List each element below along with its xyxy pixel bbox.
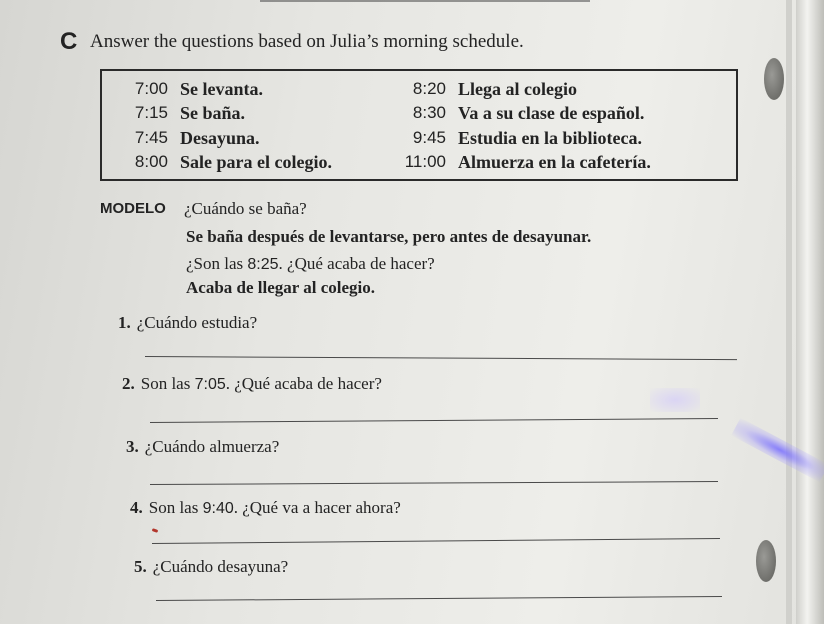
top-rule	[260, 0, 590, 2]
schedule-time: 8:20	[412, 79, 446, 98]
answer-line-4[interactable]	[152, 538, 720, 544]
schedule-entry	[398, 128, 642, 149]
modelo-label: MODELO	[100, 200, 166, 217]
binder-edge	[796, 0, 824, 624]
schedule-entry	[398, 103, 644, 124]
question-3	[126, 437, 279, 457]
schedule-time: 11:00	[404, 152, 446, 171]
page-stack-edge	[786, 0, 792, 624]
schedule-entry	[398, 79, 577, 100]
question-number: 5.	[134, 557, 147, 576]
schedule-activity: Desayuna.	[180, 128, 260, 148]
schedule-activity: Estudia en la biblioteca.	[458, 128, 643, 148]
schedule-time: 8:00	[134, 152, 168, 171]
schedule-activity: Llega al colegio	[458, 79, 577, 99]
question-text: Son las	[140, 374, 195, 393]
question-text: ¿Son las	[186, 254, 248, 273]
schedule-time: 7:45	[134, 128, 168, 147]
schedule-time: 8:30	[412, 103, 446, 122]
schedule-entry	[102, 128, 260, 149]
light-reflection	[650, 388, 700, 412]
answer-line-2[interactable]	[150, 418, 718, 423]
modelo-question-2	[186, 254, 435, 274]
question-2	[122, 374, 382, 394]
punch-hole-bottom	[756, 540, 776, 582]
schedule-activity: Se levanta.	[180, 79, 263, 99]
question-number: 1.	[118, 313, 131, 332]
schedule-activity: Se baña.	[180, 103, 246, 123]
schedule-entry	[102, 152, 332, 173]
punch-hole-top	[764, 58, 784, 100]
pen-mark	[152, 528, 159, 533]
instruction-text: Answer the questions based on Julia’s morning schedule.	[90, 31, 524, 52]
schedule-entry	[102, 103, 245, 124]
question-text: ¿Cuándo estudia?	[136, 313, 258, 332]
question-text: . ¿Qué va a hacer ahora?	[233, 498, 401, 517]
question-5	[134, 557, 288, 577]
modelo-answer-1: Se baña después de levantarse, pero antes de desayunar.	[186, 227, 592, 246]
schedule-activity: Va a su clase de español.	[458, 103, 645, 123]
modelo-question-1: ¿Cuándo se baña?	[184, 199, 307, 218]
question-time: 9:40	[202, 500, 234, 517]
question-time: 8:25	[247, 256, 279, 273]
question-text: ¿Cuándo almuerza?	[144, 437, 280, 456]
schedule-entry	[102, 79, 263, 100]
section-letter: C	[60, 28, 78, 55]
question-number: 3.	[126, 437, 139, 456]
schedule-entry	[398, 152, 651, 173]
schedule-activity: Almuerza en la cafetería.	[458, 152, 651, 172]
question-text: ¿Cuándo desayuna?	[152, 557, 289, 576]
question-text: . ¿Qué acaba de hacer?	[278, 254, 435, 273]
schedule-time: 7:15	[134, 103, 168, 122]
modelo-answer-2: Acaba de llegar al colegio.	[186, 278, 376, 297]
schedule-box	[100, 69, 738, 181]
question-text: Son las	[148, 498, 203, 517]
question-1	[118, 313, 257, 333]
schedule-time: 7:00	[134, 79, 168, 98]
question-4	[130, 498, 401, 518]
answer-line-1[interactable]	[145, 356, 737, 360]
answer-line-5[interactable]	[156, 596, 722, 601]
schedule-activity: Sale para el colegio.	[180, 152, 332, 172]
question-time: 7:05	[194, 376, 226, 393]
question-text: . ¿Qué acaba de hacer?	[225, 374, 382, 393]
question-number: 4.	[130, 498, 143, 517]
answer-line-3[interactable]	[150, 481, 718, 485]
schedule-time: 9:45	[412, 128, 446, 147]
question-number: 2.	[122, 374, 135, 393]
